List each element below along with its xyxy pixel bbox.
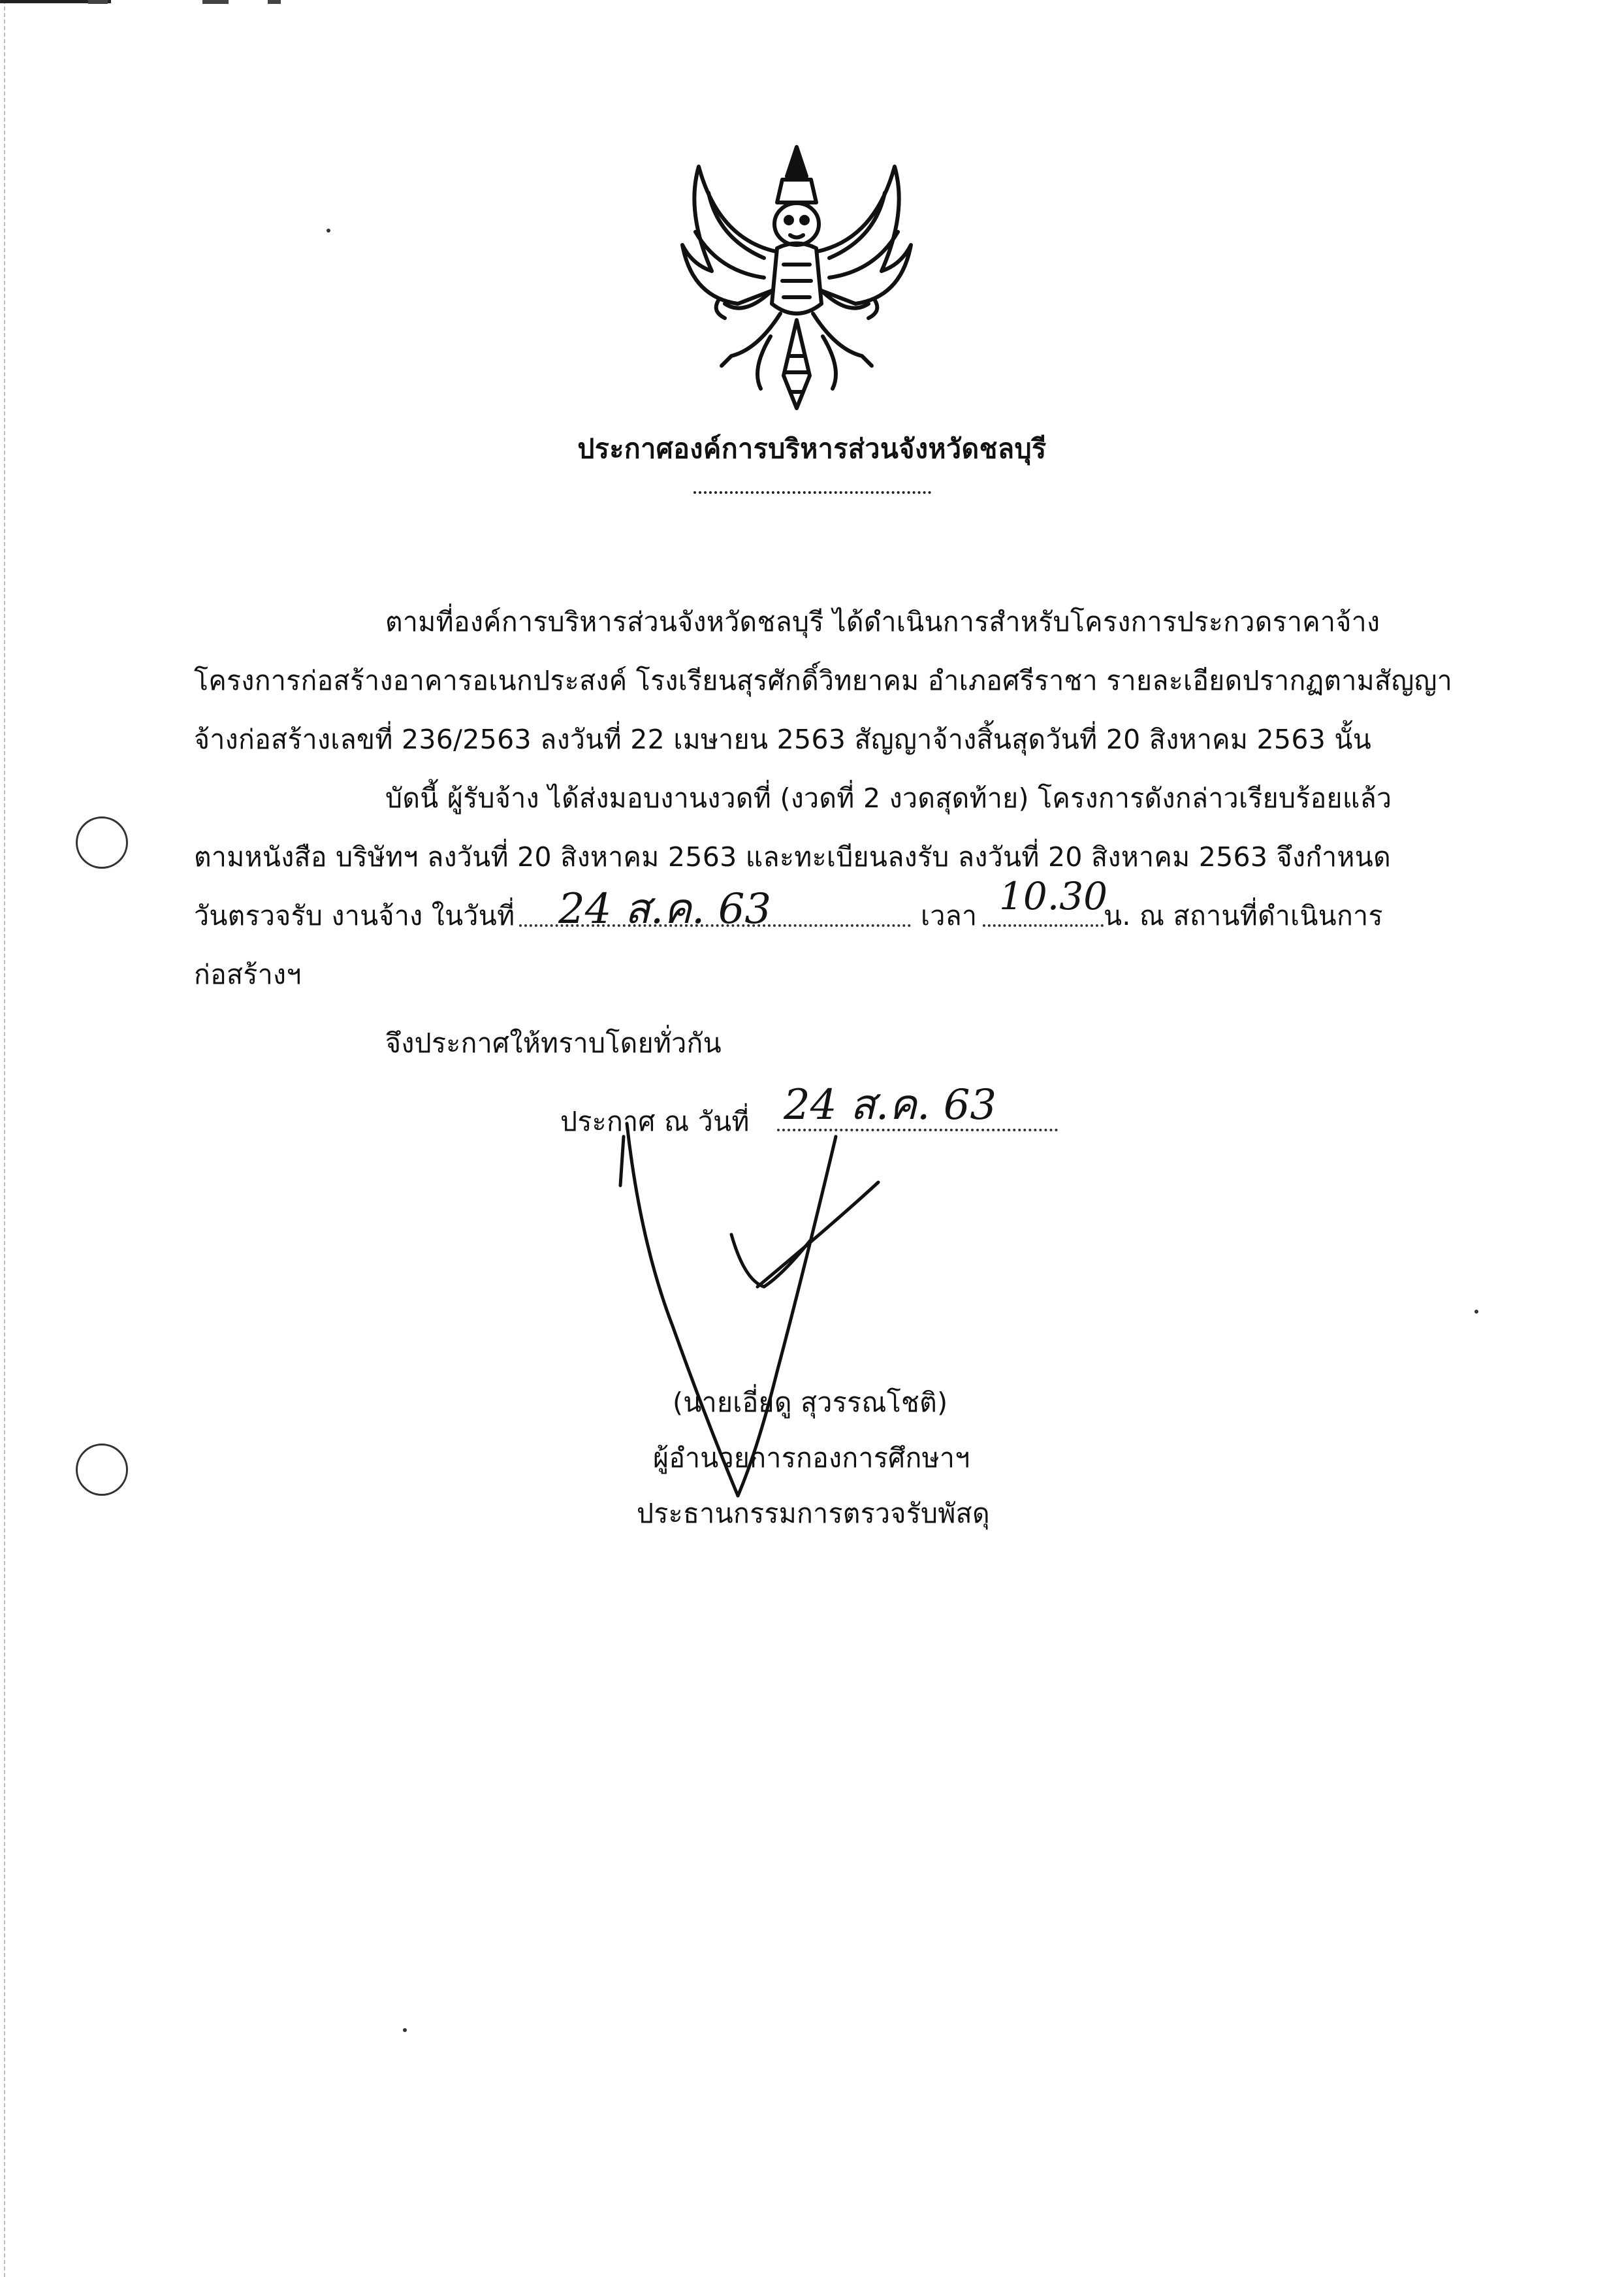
signatory-name: (นายเอี่ยดู สุวรรณโชติ) xyxy=(673,1387,948,1418)
title-separator xyxy=(693,491,931,494)
scan-top-mark xyxy=(88,0,108,4)
inspection-time-label: เวลา xyxy=(921,900,978,931)
inspection-time-blank xyxy=(983,924,1104,927)
document-title: ประกาศองค์การบริหารส่วนจังหวัดชลบุรี xyxy=(577,433,1047,464)
handwritten-inspection-time: 10.30 xyxy=(999,874,1108,918)
paragraph-1-line-1: ตามที่องค์การบริหารส่วนจังหวัดชลบุรี ได้ดำเนินการสำหรับโครงการประกวดราคาจ้าง xyxy=(385,606,1380,638)
paragraph-1-line-2: โครงการก่อสร้างอาคารอเนกประสงค์ โรงเรียนสุรศักดิ์วิทยาคม อำเภอศรีราชา รายละเอียดปรากฏตามสัญญา xyxy=(194,665,1453,696)
inspection-date-label: วันตรวจรับ งานจ้าง ในวันที่ xyxy=(194,900,515,931)
paragraph-1-line-3: จ้างก่อสร้างเลขที่ 236/2563 ลงวันที่ 22 เมษายน 2563 สัญญาจ้างสิ้นสุดวันที่ 20 สิงหาคม 2563 นั้น xyxy=(194,724,1372,755)
closing-statement: จึงประกาศให้ทราบโดยทั่วกัน xyxy=(385,1027,722,1059)
paragraph-2-line-2: ตามหนังสือ บริษัทฯ ลงวันที่ 20 สิงหาคม 2563 และทะเบียนลงรับ ลงวันที่ 20 สิงหาคม 2563 จึงกำหนด xyxy=(194,841,1392,873)
scan-left-edge xyxy=(0,0,5,2277)
scan-top-mark xyxy=(202,0,229,4)
punch-hole xyxy=(76,1444,128,1496)
paragraph-2-line-1: บัดนี้ ผู้รับจ้าง ได้ส่งมอบงานงวดที่ (งวดที่ 2 งวดสุดท้าย) โครงการดังกล่าวเรียบร้อยแล้ว xyxy=(385,783,1392,814)
signatory-position: ผู้อำนวยการกองการศึกษาฯ xyxy=(653,1442,970,1474)
scan-top-mark xyxy=(268,0,281,4)
paragraph-2-line-4: ก่อสร้างฯ xyxy=(194,959,302,990)
signatory-role: ประธานกรรมการตรวจรับพัสดุ xyxy=(637,1498,990,1529)
garuda-emblem xyxy=(673,140,921,415)
announce-date-label: ประกาศ ณ วันที่ xyxy=(560,1106,750,1137)
scan-speck xyxy=(326,229,330,233)
scan-speck xyxy=(1474,1310,1478,1314)
scan-speck xyxy=(403,2028,407,2032)
punch-hole xyxy=(76,816,128,869)
inspection-location-text: น. ณ สถานที่ดำเนินการ xyxy=(1104,900,1383,931)
handwritten-announce-date: 24 ส.ค. 63 xyxy=(784,1081,997,1129)
handwritten-inspection-date: 24 ส.ค. 63 xyxy=(558,885,772,933)
